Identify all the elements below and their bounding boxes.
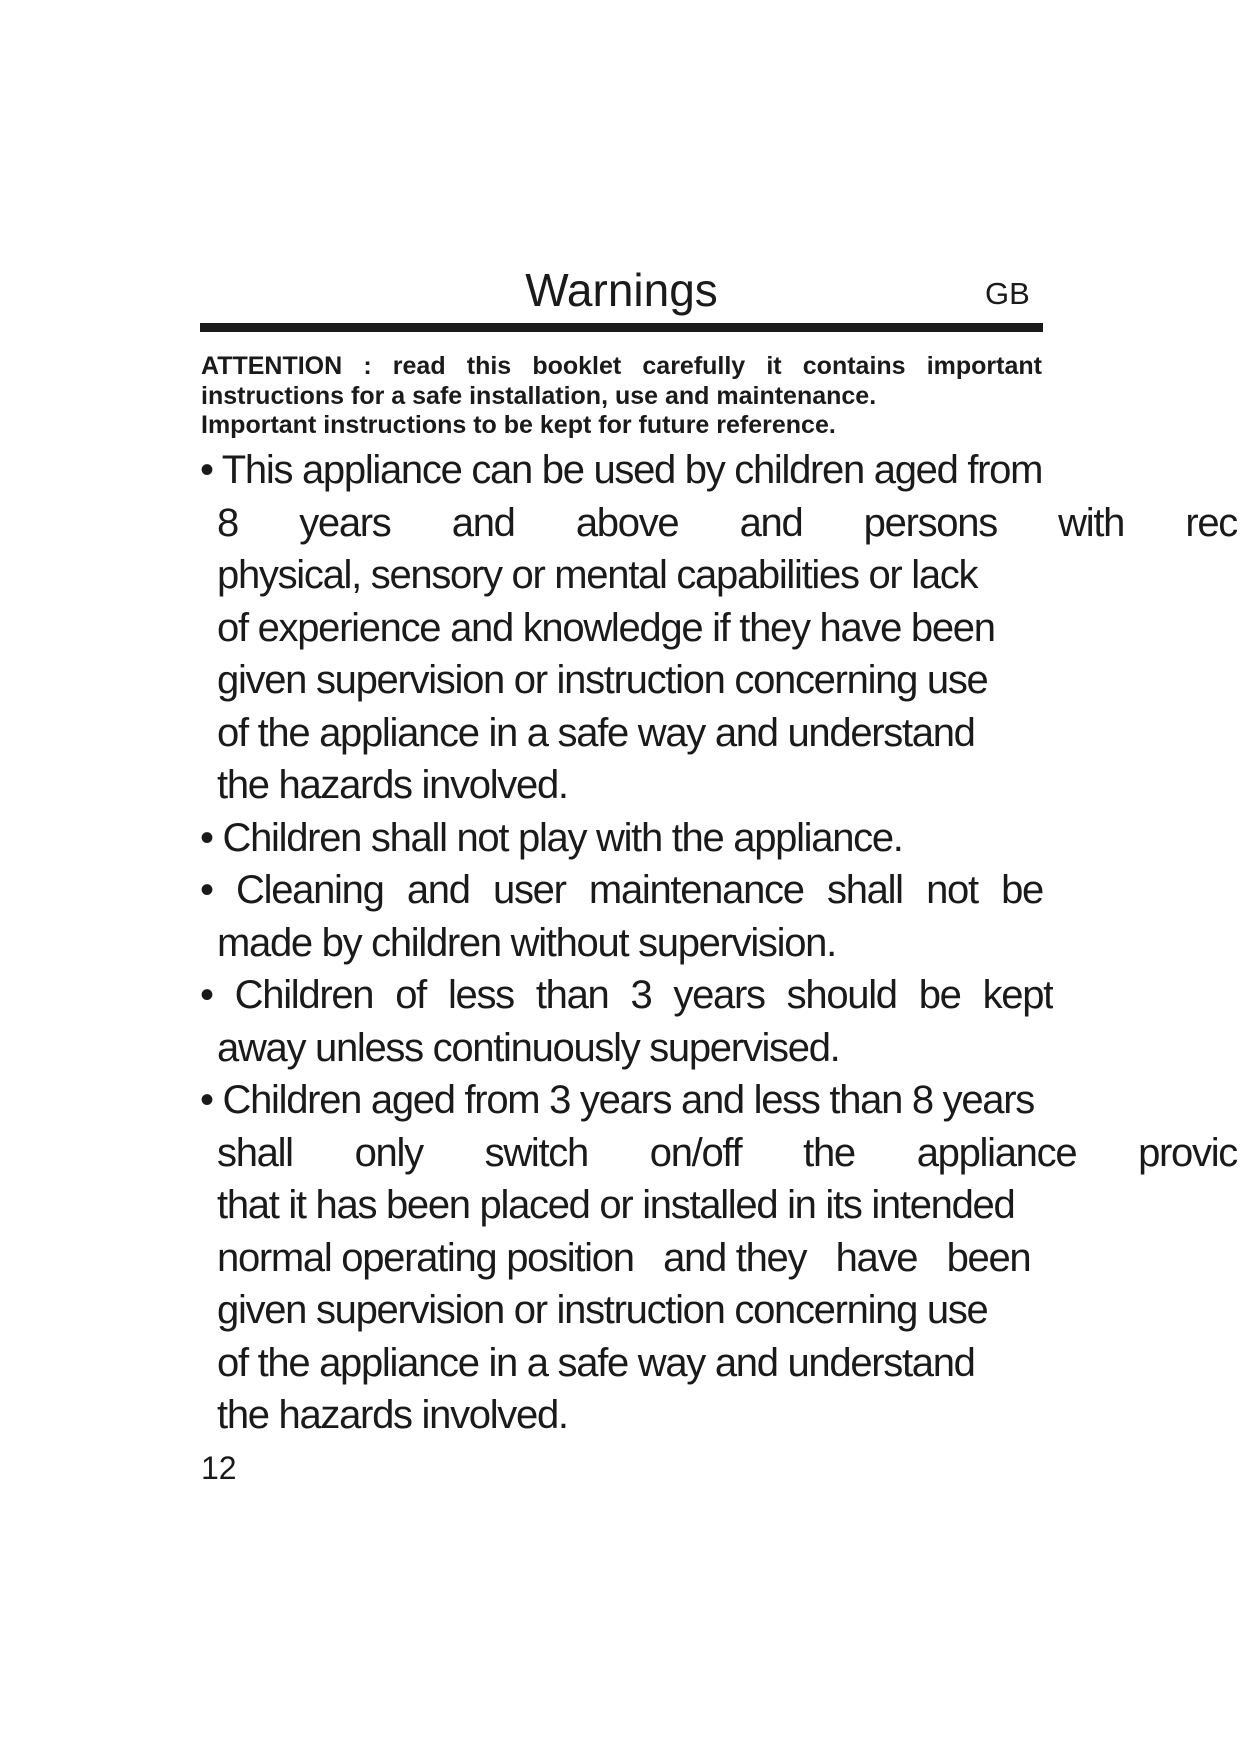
warning-line: made by children without supervision. [217, 920, 836, 965]
warning-line: • Children shall not play with the appliance. [200, 815, 903, 860]
title-divider [200, 323, 1043, 332]
warning-line: • Children of less than 3 years should be kept [200, 973, 1053, 1017]
warning-line: • This appliance can be used by children aged from [200, 448, 1043, 492]
warning-line: that it has been placed or installed in its intended [217, 1183, 1015, 1227]
page-number: 12 [201, 1450, 237, 1486]
warning-item-children-usage [200, 444, 1241, 812]
warning-item-cleaning [200, 864, 1241, 969]
page-title: Warnings [525, 264, 718, 316]
language-code: GB [985, 276, 1030, 311]
warning-line: the hazards involved. [217, 1393, 568, 1437]
warning-line: the hazards involved. [217, 763, 568, 807]
attention-notice [201, 352, 1061, 441]
warning-line: shall only switch on/off the appliance provic [217, 1130, 1237, 1175]
attention-line: ATTENTION : read this booklet carefully it contains important [201, 352, 1042, 380]
warning-line: • Cleaning and user maintenance shall not be [200, 868, 1043, 912]
warning-item-three-to-eight [200, 1074, 1241, 1442]
warning-line: given supervision or instruction concerning use [217, 658, 988, 702]
warning-line: given supervision or instruction concerning use [217, 1288, 988, 1332]
warning-line: physical, sensory or mental capabilities or lack [217, 553, 978, 597]
warning-list [200, 444, 1241, 1442]
warning-line: away unless continuously supervised. [217, 1025, 840, 1070]
warning-item-no-play [200, 812, 1241, 865]
warning-item-under-three [200, 969, 1241, 1074]
attention-line: instructions for a safe installation, use and maintenance. [201, 381, 877, 410]
warning-line: • Children aged from 3 years and less than 8 years [200, 1078, 1034, 1122]
warning-line: normal operating position and they have been [217, 1235, 1031, 1280]
warning-line: 8 years and above and persons with rec [217, 500, 1237, 545]
warning-line: of the appliance in a safe way and understand [217, 1340, 975, 1385]
warning-line: of experience and knowledge if they have been [217, 605, 995, 650]
attention-line: Important instructions to be kept for future reference. [201, 411, 836, 439]
warning-line: of the appliance in a safe way and understand [217, 710, 975, 755]
